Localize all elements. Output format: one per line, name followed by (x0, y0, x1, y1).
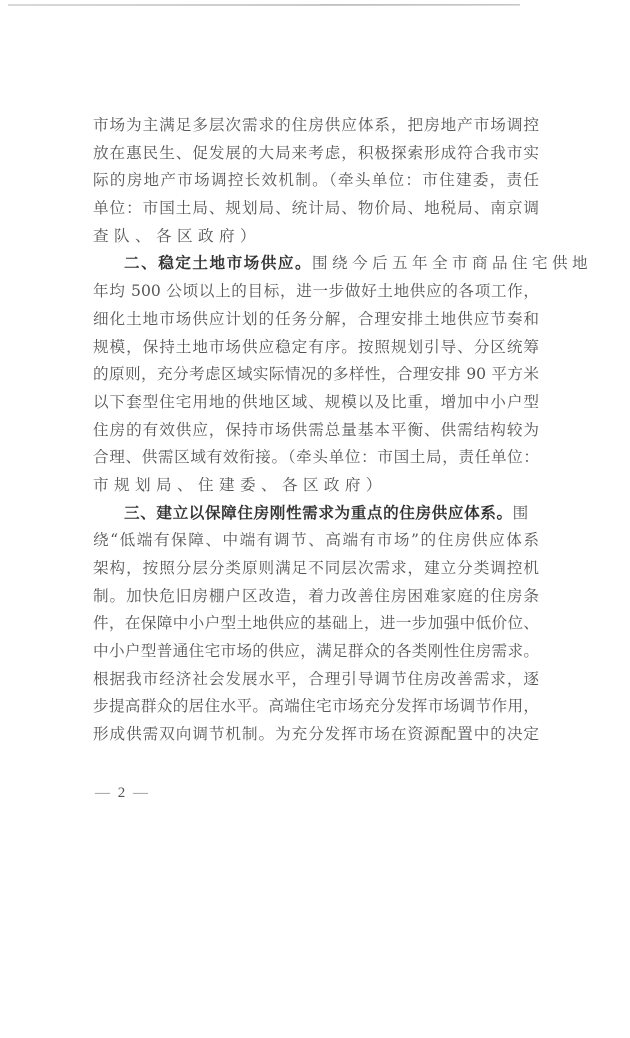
text-line: 单位：市国土局、规划局、统计局、物价局、地税局、南京调 (93, 199, 539, 218)
text-line: 的原则，充分考虑区域实际情况的多样性，合理安排 90 平方米 (93, 365, 539, 384)
text-line: 合理、供需区域有效衔接。（牵头单位：市国土局，责任单位： (93, 448, 539, 467)
section-3-first-line (93, 500, 539, 528)
text-line: 步提高群众的居住水平。高端住宅市场充分发挥市场调节作用， (93, 697, 539, 716)
paragraph-continuation (93, 112, 539, 250)
text-line: 细化土地市场供应计划的任务分解，合理安排土地供应节奏和 (93, 309, 539, 328)
text-line: 架构，按照分层分类原则满足不同层次需求，建立分类调控机 (93, 559, 539, 577)
text-line: 中小户型普通住宅市场的供应，满足群众的各类刚性住房需求。 (93, 642, 539, 661)
text-line: 件，在保障中小户型土地供应的基础上，进一步加强中低价位、 (93, 614, 539, 633)
page-number (95, 785, 150, 802)
section-3-heading: 三、建立以保障住房刚性需求为重点的住房供应体系。 (124, 503, 513, 522)
text-line: 市场为主满足多层次需求的住房供应体系，把房地产市场调控 (93, 116, 539, 134)
text-line: 形成供需双向调节机制。为充分发挥市场在资源配置中的决定 (93, 725, 539, 744)
text-line: 住房的有效供应，保持市场供需总量基本平衡、供需结构较为 (93, 420, 539, 439)
text-line: 市规划局、住建委、各区政府） (93, 475, 387, 494)
text-line: 年均 500 公顷以上的目标，进一步做好土地供应的各项工作， (93, 282, 539, 301)
text-line: 根据我市经济社会发展水平，合理引导调节住房改善需求，逐 (93, 669, 539, 688)
document-body (93, 112, 592, 749)
scan-edge-line-secondary (320, 4, 520, 5)
text-line: 际的房地产市场调控长效机制。（牵头单位：市住建委，责任 (93, 171, 539, 190)
text-line: 放在惠民生、促发展的大局来考虑，积极探索形成符合我市实 (93, 143, 539, 162)
section-2-heading: 二、稳定土地市场供应。 (124, 254, 313, 273)
text-span: 围绕今后五年全市商品住宅供地 (312, 254, 592, 273)
section-2-paragraph (93, 250, 592, 499)
text-line: 绕“低端有保障、中端有调节、高端有市场”的住房供应体系 (93, 531, 539, 550)
section-3-paragraph (93, 500, 539, 749)
text-line: 查队、各区政府） (93, 226, 261, 245)
text-line: 以下套型住宅用地的供地区域、规模以及比重，增加中小户型 (93, 392, 539, 411)
page-number-dash-right: — (133, 785, 150, 801)
section-2-first-line (93, 250, 592, 278)
text-line: 制。加快危旧房棚户区改造，着力改善住房困难家庭的住房条 (93, 586, 539, 605)
text-span: 围 (512, 503, 529, 522)
page-number-dash-left: — (95, 785, 112, 801)
page-number-value: 2 (117, 785, 128, 801)
text-line: 规模，保持土地市场供应稳定有序。按照规划引导、分区统筹 (93, 337, 539, 356)
